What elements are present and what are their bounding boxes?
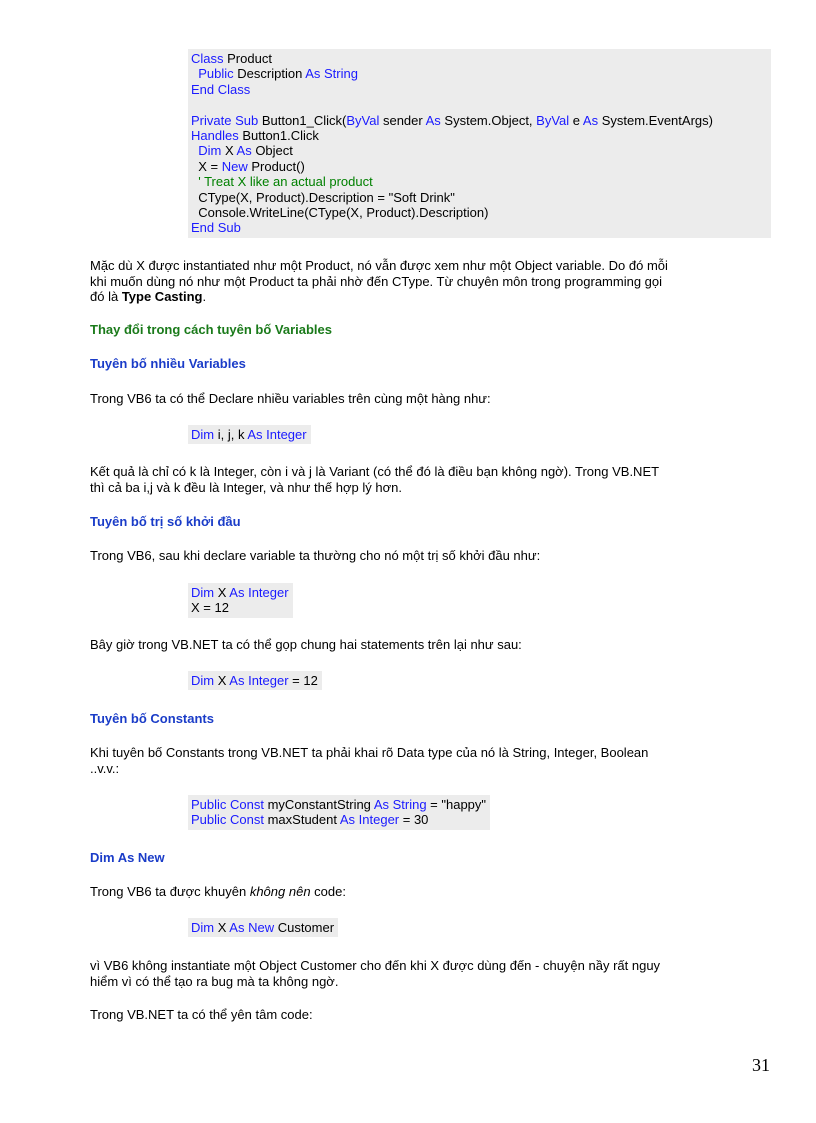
code-line <box>191 51 767 66</box>
paragraph-constants-datatype: Khi tuyên bố Constants trong VB.NET ta phải khai rõ Data type của nó là String, Integer, Boolean ..v.v.: <box>90 745 649 776</box>
code-text: = "happy" <box>426 797 487 812</box>
code-keyword: Dim <box>191 585 215 600</box>
paragraph-variant-result: Kết quả là chỉ có k là Integer, còn i và j là Variant (có thể đó là điều bạn không ngờ). Trong VB.NET thì cả ba i,j và k đều là Integer, và như thế hợp lý hơn. <box>90 464 659 495</box>
code-block-dim-ijk <box>188 425 311 444</box>
heading-dim-as-new: Dim As New <box>90 850 165 865</box>
code-keyword: As Integer <box>339 812 400 828</box>
code-keyword: As Integer <box>229 585 289 600</box>
code-line <box>191 220 767 235</box>
code-line <box>191 66 767 81</box>
code-text: Product <box>223 51 272 66</box>
code-text: i, j, k <box>214 427 248 442</box>
code-line <box>191 174 767 189</box>
code-keyword: Dim <box>191 427 215 442</box>
code-text: X <box>214 585 230 600</box>
code-text: maxStudent <box>263 812 340 828</box>
code-text: X = <box>191 158 222 174</box>
code-line <box>191 128 767 143</box>
code-text: sender <box>379 112 426 128</box>
heading-constants: Tuyên bố Constants <box>90 711 214 726</box>
code-block-dim-as-new-customer <box>188 918 338 937</box>
code-keyword: As Integer <box>229 673 289 688</box>
code-keyword: As String <box>373 797 427 812</box>
code-text: Button1_Click( <box>258 112 347 128</box>
heading-variable-declaration-changes: Thay đổi trong cách tuyên bố Variables <box>90 322 332 337</box>
code-text: System.Object, <box>440 112 537 128</box>
code-keyword: As New <box>229 920 275 935</box>
paragraph-vb6-advice: Trong VB6 ta được khuyên không nên code: <box>90 884 346 899</box>
code-text: e <box>569 112 583 128</box>
code-line <box>191 159 767 174</box>
code-keyword: As <box>425 112 441 128</box>
paragraph-vb6-declare: Trong VB6 ta có thể Declare nhiều variables trên cùng một hàng như: <box>90 391 491 406</box>
page-number: 31 <box>752 1055 770 1075</box>
code-line <box>191 673 318 688</box>
code-line <box>191 812 486 827</box>
code-keyword: Handles <box>191 128 239 144</box>
code-text: System.EventArgs) <box>598 112 713 128</box>
code-text: X <box>221 143 237 159</box>
code-keyword: Public Const <box>191 812 264 828</box>
code-keyword: ByVal <box>536 112 570 128</box>
code-text: myConstantString <box>263 797 374 812</box>
code-text: Console.WriteLine(CType(X, Product).Description) <box>191 205 489 221</box>
code-block-dim-x-assign <box>188 583 293 618</box>
heading-initial-values: Tuyên bố trị số khởi đầu <box>90 514 241 529</box>
code-keyword: ByVal <box>346 112 380 128</box>
code-block-dim-x-init <box>188 671 322 690</box>
code-keyword: Class <box>191 51 224 66</box>
paragraph-combine-statements: Bây giờ trong VB.NET ta có thể gọp chung hai statements trên lại như sau: <box>90 637 522 652</box>
code-block-product-class <box>188 49 771 238</box>
code-line <box>191 797 486 812</box>
heading-multiple-variables: Tuyên bố nhiều Variables <box>90 356 246 371</box>
code-keyword: End Sub <box>191 220 241 236</box>
paragraph-vbnet-safe-code: Trong VB.NET ta có thể yên tâm code: <box>90 1007 313 1022</box>
code-line <box>191 600 289 615</box>
code-keyword: As Integer <box>247 427 307 442</box>
code-text: Product() <box>247 158 305 174</box>
code-keyword: Dim <box>191 673 215 688</box>
code-keyword: End Class <box>191 81 251 97</box>
code-block-public-const <box>188 795 490 830</box>
code-text: Customer <box>274 920 335 935</box>
code-keyword: As <box>305 66 321 82</box>
code-line <box>191 585 289 600</box>
code-line <box>191 97 767 112</box>
code-keyword: As <box>582 112 599 128</box>
code-line <box>191 190 767 205</box>
code-keyword: Public <box>198 66 234 82</box>
code-line <box>191 205 767 220</box>
code-keyword: New <box>221 158 248 174</box>
code-keyword: Dim <box>198 143 222 159</box>
paragraph-type-casting: Mặc dù X được instantiated như một Product, nó vẫn được xem như một Object variable. Do đó mỗi khi muốn dùng nó như một Product ta phải nhờ đến CType. Từ chuyên môn trong programming gọi đó là Type Casting. <box>90 258 668 304</box>
code-line <box>191 427 307 442</box>
code-text: Object <box>251 143 293 159</box>
code-text: CType(X, Product).Description = "Soft Drink" <box>191 189 455 205</box>
code-text: = 30 <box>399 812 429 828</box>
code-comment: ' Treat X like an actual product <box>198 174 373 190</box>
code-text: X <box>214 920 230 935</box>
code-keyword: Public Const <box>191 797 264 812</box>
code-keyword: String <box>324 66 358 82</box>
code-line <box>191 920 334 935</box>
paragraph-vb6-instantiate-warning: vì VB6 không instantiate một Object Customer cho đến khi X được dùng đến - chuyện nầy rất nguy hiểm vì có thể tạo ra bug mà ta không ngờ. <box>90 958 661 989</box>
code-line <box>191 113 767 128</box>
code-text: = 12 <box>288 673 318 688</box>
code-line <box>191 82 767 97</box>
code-keyword: Private Sub <box>191 112 259 128</box>
code-keyword: As <box>236 143 252 159</box>
code-text: X <box>214 673 230 688</box>
code-text: Description <box>233 66 306 82</box>
code-keyword: Dim <box>191 920 215 935</box>
code-text: Button1.Click <box>238 128 319 144</box>
paragraph-vb6-initial: Trong VB6, sau khi declare variable ta thường cho nó một trị số khởi đầu như: <box>90 548 541 563</box>
code-text: X = 12 <box>191 600 229 616</box>
code-line <box>191 143 767 158</box>
